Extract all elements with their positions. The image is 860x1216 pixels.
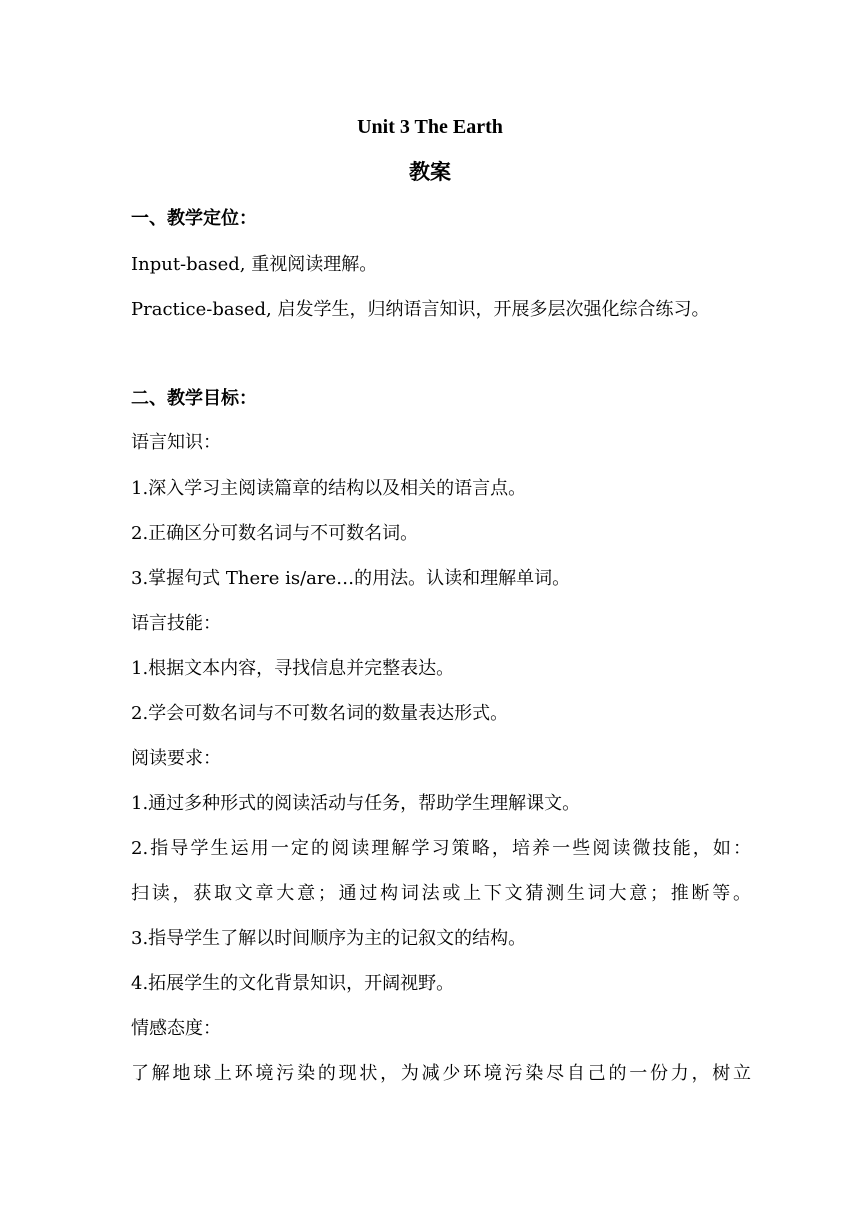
list-item: 1.深入学习主阅读篇章的结构以及相关的语言点。 bbox=[131, 478, 527, 499]
list-item-continuation: 扫读，获取文章大意；通过构词法或上下文猜测生词大意；推断等。 bbox=[131, 883, 751, 904]
list-item: 1.根据文本内容，寻找信息并完整表达。 bbox=[131, 658, 455, 679]
document-title: 教案 bbox=[409, 159, 451, 184]
list-item: 4.拓展学生的文化背景知识，开阔视野。 bbox=[131, 973, 455, 994]
paragraph-line: 了解地球上环境污染的现状，为减少环境污染尽自己的一份力，树立 bbox=[131, 1063, 751, 1084]
list-item: 2.正确区分可数名词与不可数名词。 bbox=[131, 523, 419, 544]
subsection-label-reading: 阅读要求： bbox=[131, 748, 221, 769]
section-heading-positioning: 一、教学定位： bbox=[131, 208, 257, 229]
list-item: 3.掌握句式 There is/are…的用法。认读和理解单词。 bbox=[131, 568, 571, 589]
unit-title: Unit 3 The Earth bbox=[357, 116, 503, 138]
list-item: 2.指导学生运用一定的阅读理解学习策略，培养一些阅读微技能，如： bbox=[131, 838, 751, 859]
list-item: 3.指导学生了解以时间顺序为主的记叙文的结构。 bbox=[131, 928, 527, 949]
list-item: 1.通过多种形式的阅读活动与任务，帮助学生理解课文。 bbox=[131, 793, 581, 814]
subsection-label-knowledge: 语言知识： bbox=[131, 432, 221, 453]
section-heading-objectives: 二、教学目标： bbox=[131, 388, 257, 409]
list-item: 2.学会可数名词与不可数名词的数量表达形式。 bbox=[131, 703, 509, 724]
subsection-label-emotion: 情感态度： bbox=[131, 1018, 221, 1039]
positioning-line: Practice-based, 启发学生，归纳语言知识，开展多层次强化综合练习。 bbox=[131, 299, 710, 320]
positioning-line: Input-based, 重视阅读理解。 bbox=[131, 254, 378, 275]
subsection-label-skills: 语言技能： bbox=[131, 613, 221, 634]
